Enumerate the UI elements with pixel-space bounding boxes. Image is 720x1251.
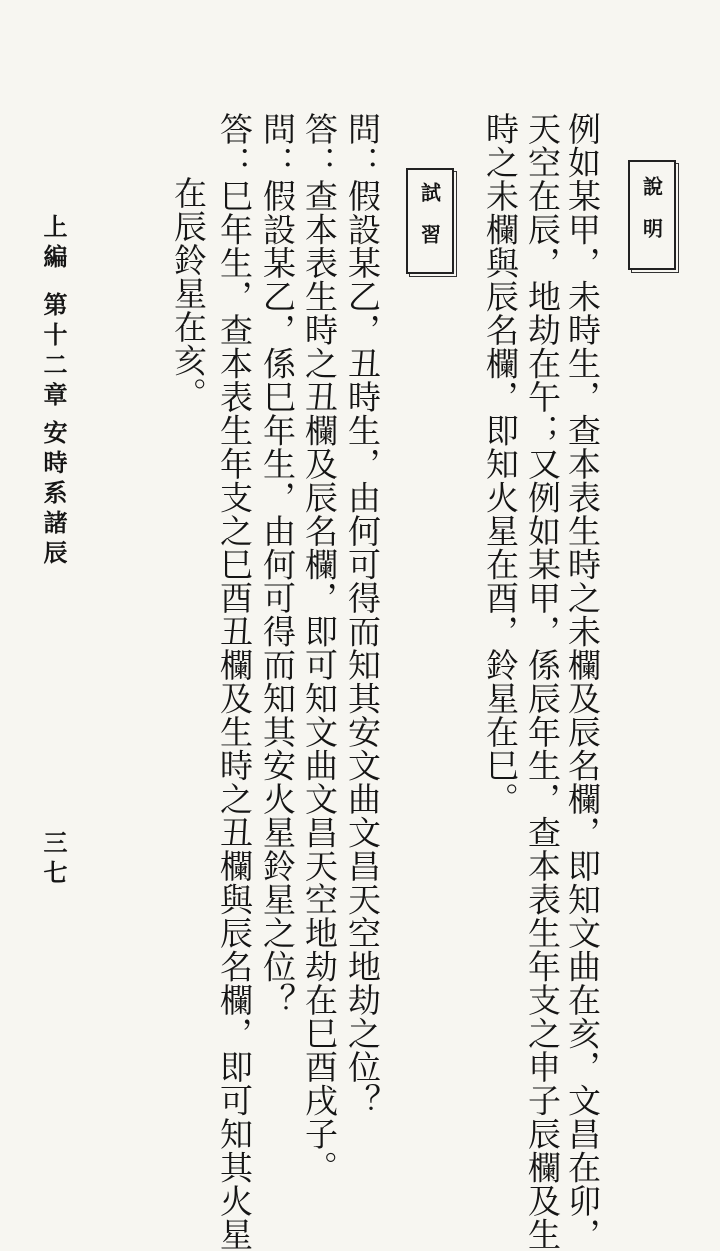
- practice-answer-2-continued: 在辰鈴星在亥。: [169, 176, 208, 411]
- explain-line-2: 天空在辰，地劫在午；又例如某甲，係辰年生，查本表生年支之申子辰欄及生: [523, 112, 562, 1251]
- explain-line-3: 時之未欄與辰名欄，即知火星在酉，鈴星在巳。: [481, 112, 520, 816]
- practice-question-1: 問：假設某乙，丑時生，由何可得而知其安文曲文昌天空地劫之位？: [343, 112, 382, 1117]
- page-number: 三七: [39, 830, 68, 890]
- explain-box-label: 說明: [628, 160, 676, 270]
- running-head-part: 上編: [39, 214, 68, 274]
- running-head-title: 安時系諸辰: [39, 420, 68, 570]
- explain-line-1: 例如某甲，未時生，查本表生時之未欄及辰名欄，即知文曲在亥，文昌在卯，: [563, 112, 602, 1251]
- running-head-chapter: 第十二章: [39, 292, 68, 412]
- practice-box-label: 試習: [406, 168, 454, 274]
- practice-answer-1: 答：查本表生時之丑欄及辰名欄，即可知文曲文昌天空地劫在巳酉戌子。: [300, 112, 339, 1184]
- practice-answer-2: 答：巳年生，查本表生年支之巳酉丑欄及生時之丑欄與辰名欄，即可知其火星: [215, 112, 254, 1251]
- practice-question-2: 問：假設某乙，係巳年生，由何可得而知其安火星鈴星之位？: [258, 112, 297, 1017]
